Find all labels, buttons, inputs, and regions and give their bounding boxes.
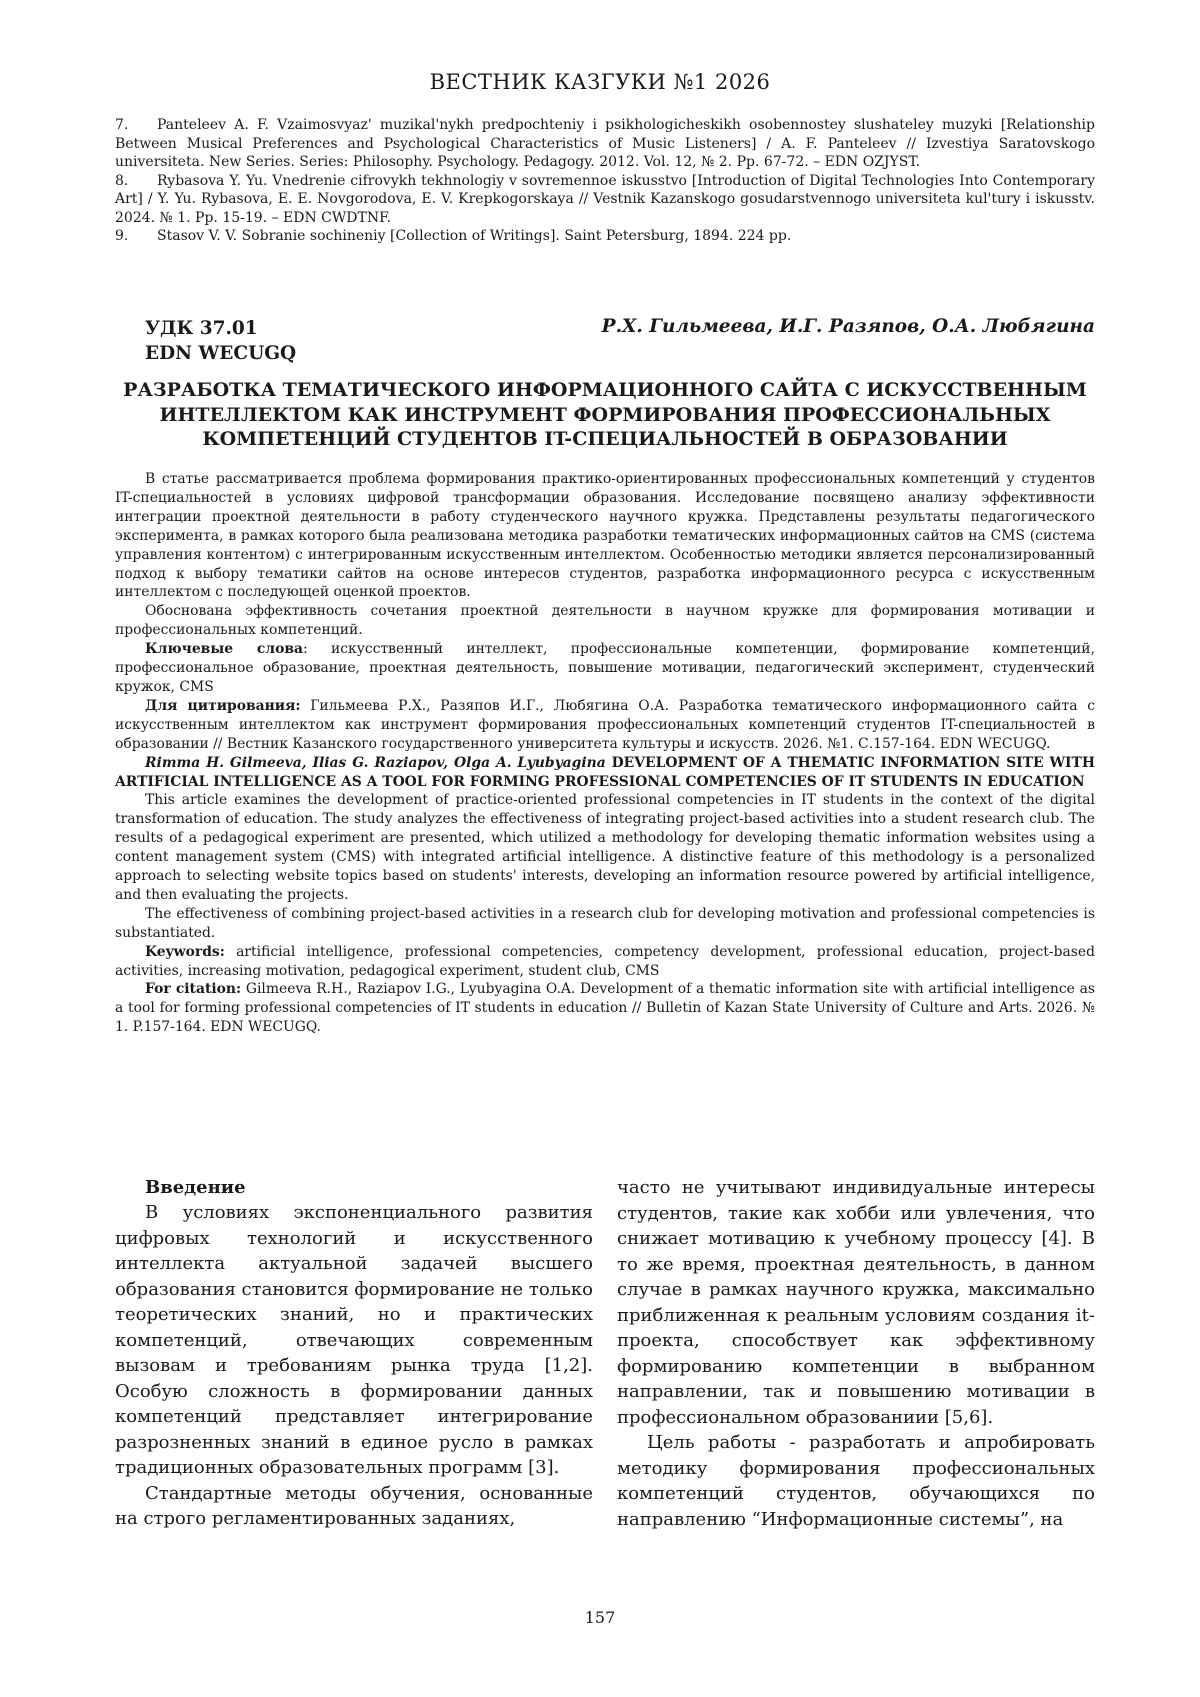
keywords-ru-text: : искусственный интеллект, профессиональные компетенции, формирование компетенций, профессиональное образование, проектная деятельность, повышение мотивации, педагогический эксперимент, студенческий кружок, CMS — [115, 641, 1095, 695]
reference-number: 7. — [115, 117, 129, 133]
reference-list — [115, 116, 1095, 246]
abstract-ru: В статье рассматривается проблема формирования практико-ориентированных профессиональных компетенций у студентов IT-специальностей в условиях цифровой трансформации образования. Исследование посвящено анализу эффективности интеграции проектной деятельности в работу студенческого научного кружка. Представлены результаты педагогического эксперимента, в рамках которого была реализована методика разработки тематических информационных сайтов на CMS (система управления контентом) с интегрированным искусственным интеллектом. Особенностью методики является персонализированный подход к выбору тематики сайтов на основе интересов студентов, разработка информационного ресурса с искусственным интеллектом с последующей оценкой проектов. — [115, 471, 1095, 601]
udk-block — [145, 316, 296, 366]
reference-item — [115, 227, 1095, 246]
title-en-text: DEVELOPMENT OF A THEMATIC INFORMATION SITE WITH ARTIFICIAL INTELLIGENCE AS A TOOL FOR FORMING PROFESSIONAL COMPETENCIES OF IT STUDENTS IN EDUCATION — [115, 754, 1096, 790]
right-paragraph: Цель работы - разработать и апробировать методику формирования профессиональных компетенций студентов, обучающихся по направлению “Информационные системы”, на — [617, 1432, 1095, 1530]
citation-en — [115, 980, 1095, 1037]
article-title: РАЗРАБОТКА ТЕМАТИЧЕСКОГО ИНФОРМАЦИОННОГО САЙТА С ИСКУССТВЕННЫМ ИНТЕЛЛЕКТОМ КАК ИНСТРУМЕНТ ФОРМИРОВАНИЯ ПРОФЕССИОНАЛЬНЫХ КОМПЕТЕНЦИЙ СТУДЕНТОВ IT-СПЕЦИАЛЬНОСТЕЙ В ОБРАЗОВАНИИ — [123, 379, 1087, 450]
citation-en-label: For citation: — [145, 981, 242, 998]
reference-text: Rybasova Y. Yu. Vnedrenie cifrovykh tekhnologiy v sovremennoe iskusstvo [Introduction of Digital Technologies Into Contemporary Art] / Y. Yu. Rybasova, E. E. Novgorodova, E. V. Krepkogorskaya // Vestnik Kazanskogo gosudarstvennogo universiteta kul'tury i iskusstv. 2024. № 1. Pp. 15-19. – EDN CWDTNF. — [115, 172, 1095, 226]
left-paragraph: Стандартные методы обучения, основанные на строго регламентированных заданиях, — [115, 1482, 593, 1529]
right-paragraph: часто не учитывают индивидуальные интересы студентов, такие как хобби или увлечения, что снижает мотивацию к учебному процессу [4]. В то же время, проектная деятельность, в данном случае в рамках научного кружка, максимально приближенная к реальным условиям создания it-проекта, способствует как эффективному формированию компетенции в выбранном направлении, так и повышению мотивации в профессиональном образованиии [5,6]. — [617, 1177, 1095, 1428]
body-columns — [115, 1175, 1095, 1532]
abstract-ru-conclusion: Обоснована эффективность сочетания проектной деятельности в научном кружке для формирования мотивации и профессиональных компетенций. — [115, 603, 1095, 639]
left-column — [115, 1175, 593, 1532]
reference-text: Stasov V. V. Sobranie sochineniy [Collection of Writings]. Saint Petersburg, 1894. 224 pp. — [157, 228, 792, 244]
keywords-ru — [115, 640, 1095, 697]
journal-header: ВЕСТНИК КАЗГУКИ №1 2026 — [429, 70, 771, 94]
keywords-en-text: artificial intelligence, professional competencies, competency development, professional education, project-based activities, increasing motivation, pedagogical experiment, student club, CMS — [115, 943, 1095, 979]
left-paragraph: В условиях экспоненциального развития цифровых технологий и искусственного интеллекта актуальной задачей высшего образования становится формирование не только теоретических знаний, но и практических компетенций, отвечающих современным вызовам и требованиям рынка труда [1,2]. Особую сложность в формировании данных компетенций представляет интегрирование разрозненных знаний в единое русло в рамках традиционных образовательных программ [3]. — [115, 1202, 593, 1478]
citation-ru — [115, 697, 1095, 754]
right-column — [617, 1175, 1095, 1532]
abstract-en-conclusion: The effectiveness of combining project-based activities in a research club for developing motivation and professional competencies is substantiated. — [115, 905, 1095, 941]
reference-number: 8. — [115, 172, 129, 189]
citation-ru-text: Гильмеева Р.Х., Разяпов И.Г., Любягина О.А. Разработка тематического информационного сайта с искусственным интеллектом как инструмент формирования профессиональных компетенций студентов IT-специальностей в образовании // Вестник Казанского государственного университета культуры и искусств. 2026. №1. С.157-164. EDN WECUGQ. — [115, 697, 1095, 752]
citation-en-text: Gilmeeva R.H., Raziapov I.G., Lyubyagina O.A. Development of a thematic information site with artificial intelligence as a tool for forming professional competencies of IT students in education // Bulletin of Kazan State University of Culture and Arts. 2026. № 1. P.157-164. EDN WECUGQ. — [115, 981, 1095, 1036]
authors-en: Rimma H. Gilmeeva, Ilias G. Raziapov, Olga A. Lyubyagina — [145, 754, 606, 771]
reference-number: 9. — [115, 228, 129, 244]
keywords-en-label: Keywords: — [145, 943, 225, 960]
reference-item — [115, 172, 1095, 228]
article-authors: Р.Х. Гильмеева, И.Г. Разяпов, О.А. Любягина — [601, 316, 1095, 337]
keywords-ru-label: Ключевые слова — [145, 641, 304, 658]
keywords-en — [115, 943, 1095, 981]
udk-code: УДК 37.01 — [145, 318, 258, 339]
intro-heading: Введение — [145, 1177, 246, 1198]
citation-ru-label: Для цитирования: — [145, 697, 301, 714]
abstract-block — [115, 470, 1095, 1037]
page-number: 157 — [584, 1608, 616, 1627]
reference-item — [115, 116, 1095, 172]
reference-text: Panteleev A. F. Vzaimosvyaz' muzikal'nykh predpochteniy i psikhologicheskikh osobennostey slushateley muzyki [Relationship Between Musical Preferences and Psychological Characteristics of Music Listeners] / A. F. Panteleev // Izvestiya Saratovskogo universiteta. New Series. Series: Philosophy. Psychology. Pedagogy. 2012. Vol. 12, № 2. Pp. 67-72. – EDN OZJYST. — [115, 117, 1095, 170]
edn-code: EDN WECUGQ — [145, 343, 297, 364]
title-en — [115, 754, 1095, 792]
abstract-en: This article examines the development of practice-oriented professional competencies in IT students in the context of the digital transformation of education. The study analyzes the effectiveness of integrating project-based activities into a student research club. The results of a pedagogical experiment are presented, which utilized a methodology for developing thematic information websites using a content management system (CMS) with integrated artificial intelligence. A distinctive feature of this methodology is a personalized approach to selecting website topics based on students' interests, developing an information resource powered by artificial intelligence, and then evaluating the projects. — [115, 792, 1095, 903]
